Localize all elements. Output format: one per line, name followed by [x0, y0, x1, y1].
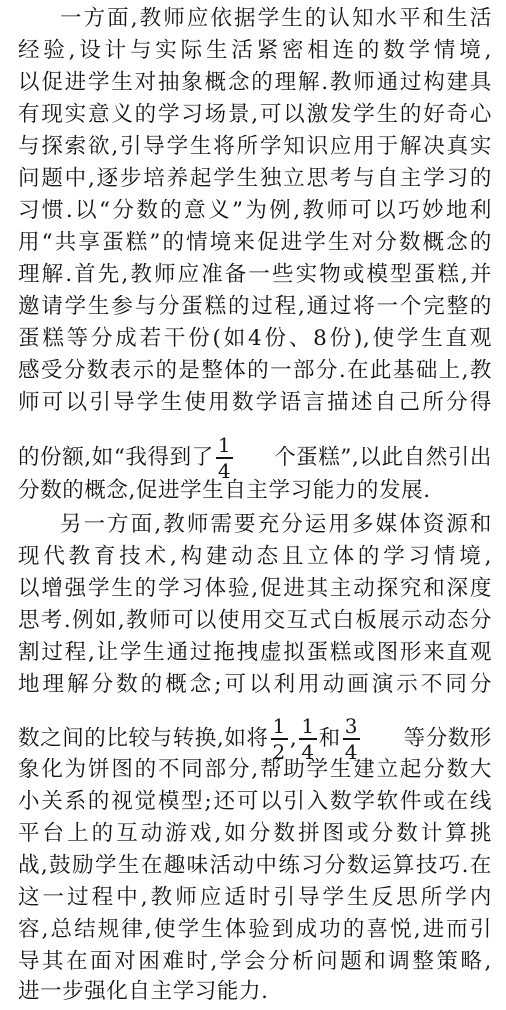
- paragraph-2-line-3: 以增强学生的学习体验,促进其主动探究和深度: [18, 576, 492, 601]
- paragraph-2-line-12: 这一过程中,教师应适时引导学生反思所学内: [18, 885, 492, 910]
- paragraph-1-line-3: 以促进学生对抽象概念的理解.教师通过构建具: [18, 70, 492, 95]
- paragraph-2-line-9: 小关系的视觉模型;还可以引入数学软件或在线: [18, 789, 492, 814]
- paragraph-1-line-12: 感受分数表示的是整体的一部分.在此基础上,教: [18, 358, 492, 383]
- fraction-denominator: 4: [217, 458, 232, 483]
- fraction-line-before: 数之间的比较与转换,如将: [18, 726, 269, 751]
- paragraph-1-line-11: 蛋糕等分成若干份(如4份、8份),使学生直观: [18, 326, 492, 351]
- fraction-numerator: 1: [301, 714, 315, 739]
- fraction-numerator: 1: [217, 433, 232, 458]
- paragraph-2-last-line: 进一步强化自主学习能力.: [18, 979, 269, 1004]
- fraction-separator-comma: ,: [289, 726, 298, 751]
- fraction-line-after: 个蛋糕”,以此自然引出: [274, 445, 492, 470]
- paragraph-1-line-13: 师可以引导学生使用数学语言描述自己所分得: [18, 390, 492, 415]
- fraction-line-before: 的份额,如“我得到了: [18, 445, 214, 470]
- fraction-numerator: 1: [272, 714, 286, 739]
- paragraph-2-line-1: 另一方面,教师需要充分运用多媒体资源和: [60, 512, 492, 537]
- fraction-line-after: 等分数形: [403, 726, 492, 751]
- paragraph-1-line-2: 经验,设计与实际生活紧密相连的数学情境,: [18, 38, 492, 63]
- paragraph-1-last-line: 分数的概念,促进学生自主学习能力的发展.: [18, 478, 431, 503]
- paragraph-1-line-9: 理解.首先,教师应准备一些实物或模型蛋糕,并: [18, 262, 492, 287]
- fraction-separator-and: 和: [318, 726, 341, 751]
- paragraph-2-line-11: 战,鼓励学生在趣味活动中练习分数运算技巧.在: [18, 853, 492, 878]
- fraction-denominator: 4: [344, 739, 359, 764]
- fraction-numerator: 3: [344, 714, 359, 739]
- paragraph-1-line-6: 问题中,逐步培养起学生独立思考与自主学习的: [18, 166, 492, 191]
- paragraph-1-line-4: 有现实意义的学习场景,可以激发学生的好奇心: [18, 102, 492, 127]
- paragraph-1-line-5: 与探索欲,引导学生将所学知识应用于解决真实: [18, 134, 492, 159]
- paragraph-2-line-13: 容,总结规律,使学生体验到成功的喜悦,进而引: [18, 917, 492, 942]
- paragraph-1-line-8: 用“共享蛋糕”的情境来促进学生对分数概念的: [18, 230, 492, 255]
- paragraph-1-line-7: 习惯.以“分数的意义”为例,教师可以巧妙地利: [18, 198, 492, 223]
- paragraph-1-line-10: 邀请学生参与分蛋糕的过程,通过将一个完整的: [18, 294, 492, 319]
- paragraph-2-line-10: 平台上的互动游戏,如分数拼图或分数计算挑: [18, 821, 492, 846]
- paragraph-2-line-5: 割过程,让学生通过拖拽虚拟蛋糕或图形来直观: [18, 640, 492, 665]
- paragraph-1-line-1: 一方面,教师应依据学生的认知水平和生活: [60, 6, 492, 31]
- paragraph-2-line-6: 地理解分数的概念;可以利用动画演示不同分: [18, 672, 492, 697]
- fraction-denominator: 4: [301, 739, 315, 764]
- paragraph-2-line-14: 导其在面对困难时,学会分析问题和调整策略,: [18, 949, 492, 974]
- paragraph-2-line-8: 象化为饼图的不同部分,帮助学生建立起分数大: [18, 757, 492, 782]
- paragraph-2-line-4: 思考.例如,教师可以使用交互式白板展示动态分: [18, 608, 492, 633]
- paragraph-2-line-2: 现代教育技术,构建动态且立体的学习情境,: [18, 544, 492, 569]
- fraction-denominator: 2: [272, 739, 286, 764]
